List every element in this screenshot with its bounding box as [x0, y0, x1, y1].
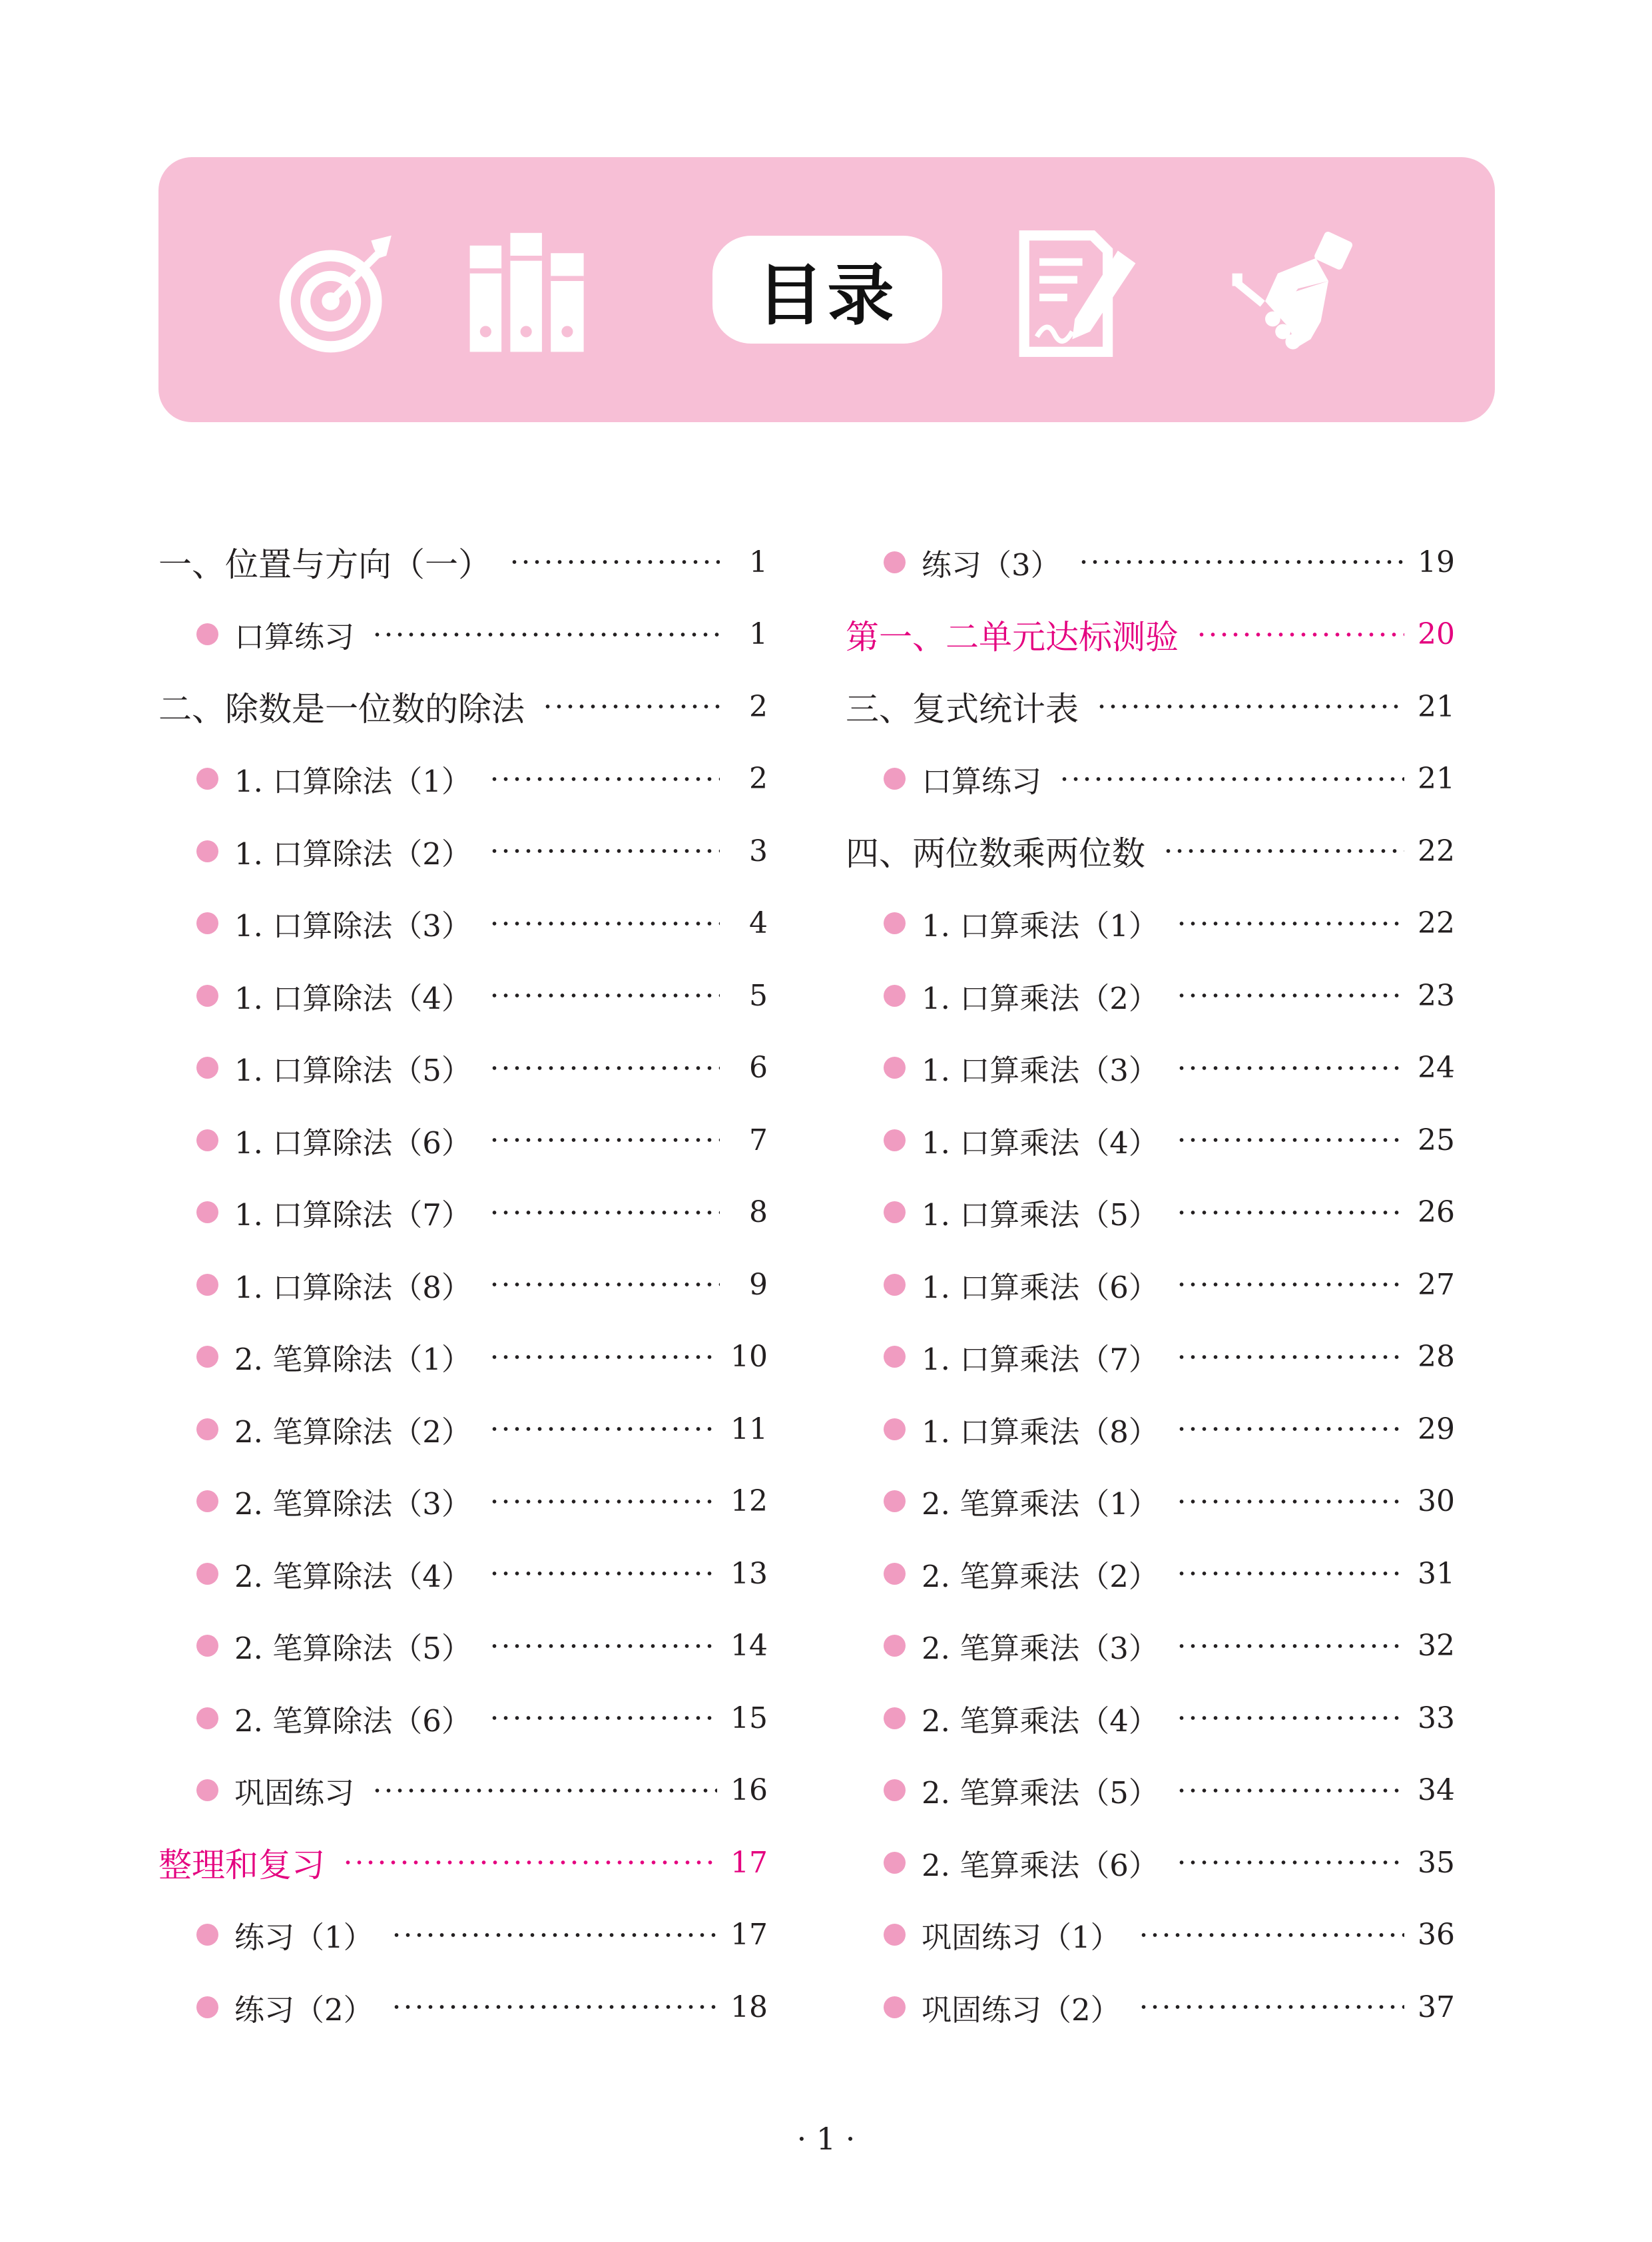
dot-leader: [1078, 559, 1404, 565]
bullet-icon: [884, 1129, 906, 1151]
dot-leader: [542, 703, 720, 710]
toc-entry-page: 1: [749, 617, 768, 652]
dot-leader: [489, 1065, 720, 1071]
toc-entry[interactable]: [846, 1393, 1455, 1466]
toc-entry-page: 10: [730, 1340, 768, 1374]
toc-entry[interactable]: [158, 1466, 768, 1538]
dot-leader: [489, 992, 720, 999]
toc-entry-page: 11: [730, 1412, 768, 1446]
bullet-icon: [884, 1418, 906, 1440]
toc-entry[interactable]: [846, 1682, 1455, 1755]
dot-leader: [1138, 2004, 1404, 2010]
toc-entry-label: 2. 笔算除法（1）: [234, 1342, 471, 1378]
toc-entry[interactable]: [846, 1104, 1455, 1177]
dot-leader: [1176, 1715, 1404, 1721]
toc-entry[interactable]: [846, 1538, 1455, 1610]
toc-entry-page: 25: [1418, 1123, 1455, 1157]
dot-leader: [391, 1932, 717, 1938]
toc-entry-label: 2. 笔算除法（4）: [234, 1558, 471, 1594]
toc-entry-label: 巩固练习（2）: [922, 1992, 1121, 2028]
target-icon: [275, 230, 402, 357]
bullet-icon: [884, 912, 906, 934]
bullet-icon: [884, 1996, 906, 2018]
toc-entry-page: 18: [730, 1990, 768, 2024]
bullet-icon: [196, 1996, 218, 2018]
toc-entry-label: 1. 口算除法（1）: [234, 764, 471, 800]
toc-entry[interactable]: [158, 743, 768, 816]
dot-leader: [489, 1498, 717, 1505]
toc-entry-label: 2. 笔算乘法（5）: [922, 1775, 1159, 1811]
bullet-icon: [196, 1490, 218, 1512]
dot-leader: [1176, 1426, 1404, 1432]
toc-entry-page: 17: [730, 1845, 768, 1880]
toc-entry-label: 1. 口算乘法（4）: [922, 1125, 1159, 1161]
toc-entry-page: 22: [1418, 906, 1455, 941]
toc-entry-page: 9: [749, 1267, 768, 1302]
toc-entry-label: 2. 笔算乘法（4）: [922, 1703, 1159, 1739]
toc-entry-label: 第一、二单元达标测验: [846, 617, 1179, 657]
toc-entry[interactable]: [158, 815, 768, 888]
dot-leader: [1163, 848, 1404, 854]
toc-entry-page: 17: [730, 1918, 768, 1952]
toc-entry[interactable]: [846, 743, 1455, 816]
toc-entry[interactable]: [846, 1755, 1455, 1827]
toc-entry-page: 34: [1418, 1773, 1455, 1808]
toc-entry-page: 16: [730, 1773, 768, 1808]
toc-entry-label: 口算练习: [234, 619, 355, 655]
toc-entry-label: 2. 笔算乘法（2）: [922, 1558, 1159, 1594]
toc-entry[interactable]: [158, 1393, 768, 1466]
dot-leader: [391, 2004, 717, 2010]
dot-leader: [342, 1859, 717, 1866]
toc-entry[interactable]: [158, 1971, 768, 2044]
dot-leader: [489, 1281, 720, 1288]
dot-leader: [1176, 1787, 1404, 1794]
toc-entry-page: 5: [749, 978, 768, 1013]
toc-entry-page: 7: [749, 1123, 768, 1157]
bullet-icon: [884, 1274, 906, 1296]
toc-entry-page: 31: [1418, 1556, 1455, 1591]
bullet-icon: [196, 1635, 218, 1657]
toc-entry[interactable]: [158, 1177, 768, 1249]
toc-entry-page: 27: [1418, 1267, 1455, 1302]
dot-leader: [1176, 992, 1404, 999]
dot-leader: [1176, 1354, 1404, 1360]
toc-entry-label: 1. 口算乘法（3）: [922, 1053, 1159, 1089]
toc-entry-page: 21: [1418, 689, 1455, 724]
bullet-icon: [884, 1563, 906, 1585]
bullet-icon: [884, 551, 906, 573]
toc-entry-page: 33: [1418, 1701, 1455, 1735]
dot-leader: [1176, 1498, 1404, 1505]
toc-entry-page: 2: [749, 689, 768, 724]
bullet-icon: [884, 985, 906, 1007]
bullet-icon: [884, 1707, 906, 1729]
toc-entry[interactable]: [158, 888, 768, 960]
bullet-icon: [196, 912, 218, 934]
dot-leader: [372, 631, 720, 638]
document-sign-icon: [1014, 230, 1141, 357]
toc-entry-page: 35: [1418, 1845, 1455, 1880]
toc-entry-page: 23: [1418, 978, 1455, 1013]
toc-entry-label: 2. 笔算除法（6）: [234, 1703, 471, 1739]
dot-leader: [489, 776, 720, 782]
toc-entry-label: 四、两位数乘两位数: [846, 834, 1145, 874]
toc-entry-page: 24: [1418, 1051, 1455, 1085]
toc-entry-label: 1. 口算乘法（7）: [922, 1342, 1159, 1378]
dot-leader: [489, 1570, 717, 1577]
toc-entry-label: 2. 笔算乘法（6）: [922, 1847, 1159, 1883]
toc-entry-page: 37: [1418, 1990, 1455, 2024]
toc-entry-page: 30: [1418, 1484, 1455, 1519]
toc-entry-page: 1: [749, 545, 768, 579]
dot-leader: [1176, 1065, 1404, 1071]
dot-leader: [1176, 1281, 1404, 1288]
toc-entry-label: 三、复式统计表: [846, 690, 1079, 729]
dot-leader: [1176, 920, 1404, 927]
toc-entry[interactable]: [846, 1249, 1455, 1321]
page-title: 目录: [756, 256, 898, 334]
bullet-icon: [884, 1924, 906, 1946]
dot-leader: [1176, 1137, 1404, 1143]
header-banner: [158, 157, 1495, 422]
toc-entry-label: 口算练习: [922, 764, 1042, 800]
dot-leader: [489, 1426, 717, 1432]
dot-leader: [509, 559, 720, 565]
toc-entry[interactable]: [158, 1826, 768, 1899]
toc-entry[interactable]: [846, 526, 1455, 599]
toc-entry-label: 1. 口算除法（5）: [234, 1053, 471, 1089]
toc-entry-page: 29: [1418, 1412, 1455, 1446]
toc-entry-label: 巩固练习（1）: [922, 1920, 1121, 1956]
toc-entry[interactable]: [846, 815, 1455, 888]
dot-leader: [489, 1715, 717, 1721]
toc-entry[interactable]: [846, 1899, 1455, 1972]
toc-entry-page: 4: [749, 906, 768, 941]
toc-entry[interactable]: [846, 1321, 1455, 1394]
dot-leader: [489, 1137, 720, 1143]
bullet-icon: [196, 1707, 218, 1729]
toc-entry[interactable]: [846, 671, 1455, 743]
toc-entry-label: 练习（1）: [234, 1920, 374, 1956]
dot-leader: [1138, 1932, 1404, 1938]
toc-entry-label: 1. 口算除法（4）: [234, 980, 471, 1016]
toc-entry[interactable]: [846, 1610, 1455, 1683]
toc-entry[interactable]: [158, 671, 768, 743]
toc-entry-label: 1. 口算除法（7）: [234, 1197, 471, 1233]
dot-leader: [489, 1209, 720, 1216]
bullet-icon: [196, 1129, 218, 1151]
toc-entry[interactable]: [158, 1899, 768, 1972]
toc-entry-page: 14: [730, 1629, 768, 1663]
toc-entry[interactable]: [846, 599, 1455, 671]
bullet-icon: [884, 1346, 906, 1368]
toc-entry[interactable]: [158, 960, 768, 1032]
toc-right-column: [846, 526, 1455, 2044]
bullet-icon: [884, 1852, 906, 1874]
toc-entry[interactable]: [158, 1755, 768, 1827]
toc-entry-page: 21: [1418, 762, 1455, 796]
toc-entry[interactable]: [846, 1971, 1455, 2044]
toc-entry[interactable]: [158, 1610, 768, 1683]
toc-left-column: [158, 526, 768, 2044]
toc-entry-page: 8: [749, 1195, 768, 1230]
toc-entry-label: 巩固练习: [234, 1775, 355, 1811]
dot-leader: [1176, 1859, 1404, 1866]
dot-leader: [489, 1354, 717, 1360]
toc-entry-page: 2: [749, 762, 768, 796]
toc-entry-page: 20: [1418, 617, 1455, 652]
toc-entry-page: 3: [749, 834, 768, 868]
toc-entry[interactable]: [846, 1032, 1455, 1105]
dot-leader: [372, 1787, 717, 1794]
bullet-icon: [884, 768, 906, 790]
bullet-icon: [196, 1924, 218, 1946]
toc-entry-label: 1. 口算乘法（5）: [922, 1197, 1159, 1233]
bullet-icon: [884, 1490, 906, 1512]
toc-entry-label: 2. 笔算除法（3）: [234, 1486, 471, 1522]
dot-leader: [489, 848, 720, 854]
binders-icon: [465, 230, 591, 357]
handshake-icon: [1227, 230, 1354, 357]
toc-entry[interactable]: [158, 1538, 768, 1610]
bullet-icon: [196, 623, 218, 645]
toc-entry-page: 19: [1418, 545, 1455, 579]
dot-leader: [489, 920, 720, 927]
toc-entry-label: 2. 笔算乘法（1）: [922, 1486, 1159, 1522]
toc-entry[interactable]: [846, 1466, 1455, 1538]
toc-entry-page: 26: [1418, 1195, 1455, 1230]
toc-entry-label: 2. 笔算除法（2）: [234, 1414, 471, 1450]
bullet-icon: [196, 1563, 218, 1585]
toc-entry-label: 1. 口算乘法（6）: [922, 1269, 1159, 1305]
toc-entry-label: 1. 口算乘法（2）: [922, 980, 1159, 1016]
toc-entry-label: 1. 口算乘法（8）: [922, 1414, 1159, 1450]
toc-entry[interactable]: [158, 1321, 768, 1394]
dot-leader: [489, 1643, 717, 1649]
bullet-icon: [196, 1274, 218, 1296]
bullet-icon: [196, 1418, 218, 1440]
page-number: · 1 ·: [796, 2121, 856, 2157]
toc-entry-label: 1. 口算除法（8）: [234, 1269, 471, 1305]
bullet-icon: [196, 985, 218, 1007]
dot-leader: [1176, 1209, 1404, 1216]
toc-entry[interactable]: [158, 1249, 768, 1321]
toc-entry-label: 1. 口算除法（6）: [234, 1125, 471, 1161]
dot-leader: [1176, 1570, 1404, 1577]
toc-entry[interactable]: [846, 1826, 1455, 1899]
dot-leader: [1196, 631, 1404, 638]
toc-entry-label: 练习（3）: [922, 547, 1061, 583]
toc-entry-label: 2. 笔算乘法（3）: [922, 1631, 1159, 1667]
toc-entry-label: 二、除数是一位数的除法: [158, 690, 525, 729]
toc-entry-page: 32: [1418, 1629, 1455, 1663]
bullet-icon: [196, 1346, 218, 1368]
bullet-icon: [884, 1635, 906, 1657]
dot-leader: [1059, 776, 1404, 782]
toc-entry[interactable]: [846, 960, 1455, 1032]
toc-entry-page: 12: [730, 1484, 768, 1519]
bullet-icon: [884, 1779, 906, 1801]
bullet-icon: [196, 1057, 218, 1079]
toc-entry-page: 22: [1418, 834, 1455, 868]
toc-entry[interactable]: [158, 1032, 768, 1105]
toc-entry[interactable]: [846, 888, 1455, 960]
dot-leader: [1096, 703, 1404, 710]
toc-entry-label: 一、位置与方向（一）: [158, 545, 491, 585]
toc-entry-page: 28: [1418, 1340, 1455, 1374]
toc-entry[interactable]: [158, 1104, 768, 1177]
toc-entry[interactable]: [846, 1177, 1455, 1249]
bullet-icon: [196, 840, 218, 862]
toc-entry-label: 1. 口算除法（3）: [234, 908, 471, 944]
toc-entry[interactable]: [158, 526, 768, 599]
toc-entry-label: 整理和复习: [158, 1846, 325, 1885]
toc-entry-label: 练习（2）: [234, 1992, 374, 2028]
toc-entry-page: 13: [730, 1556, 768, 1591]
toc-entry-label: 1. 口算除法（2）: [234, 836, 471, 872]
bullet-icon: [196, 768, 218, 790]
bullet-icon: [884, 1201, 906, 1223]
toc-entry-label: 2. 笔算除法（5）: [234, 1631, 471, 1667]
bullet-icon: [196, 1779, 218, 1801]
bullet-icon: [884, 1057, 906, 1079]
title-pill: [712, 236, 942, 344]
toc-entry-page: 15: [730, 1701, 768, 1735]
bullet-icon: [196, 1201, 218, 1223]
toc-entry-page: 6: [749, 1051, 768, 1085]
toc-entry-page: 36: [1418, 1918, 1455, 1952]
toc-entry[interactable]: [158, 599, 768, 671]
toc-entry-label: 1. 口算乘法（1）: [922, 908, 1159, 944]
dot-leader: [1176, 1643, 1404, 1649]
toc-entry[interactable]: [158, 1682, 768, 1755]
